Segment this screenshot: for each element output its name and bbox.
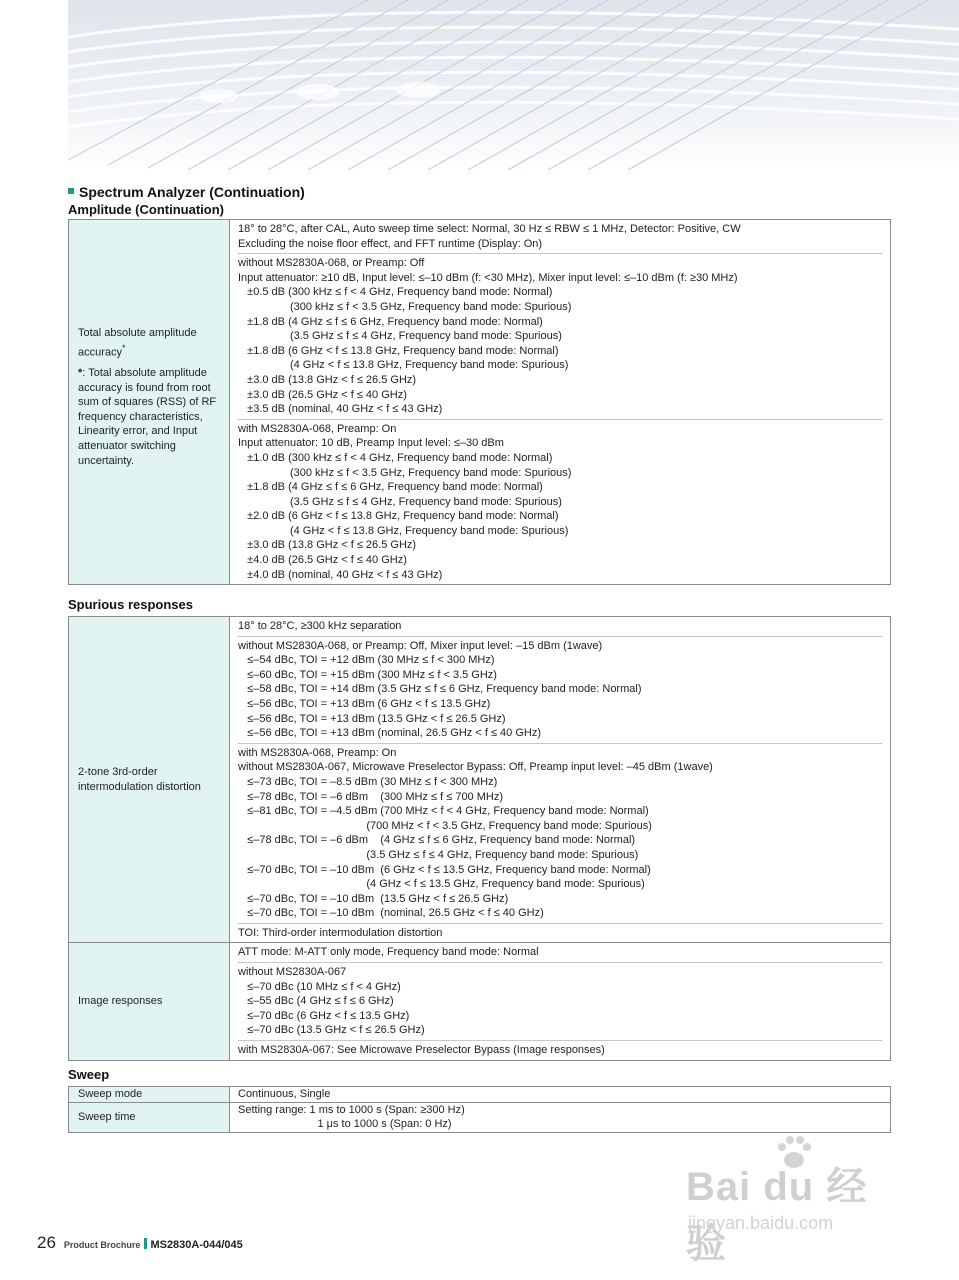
value-block: [238, 943, 882, 962]
value-line: without MS2830A-068, or Preamp: Off, Mixer input level: –15 dBm (1wave): [238, 639, 603, 652]
table-row: [69, 220, 891, 585]
value-line: ≤–56 dBc, TOI = +13 dBm (13.5 GHz < f ≤ 26.5 GHz): [238, 712, 506, 725]
brochure-label: Product Brochure: [63, 1240, 141, 1250]
sweep-title: Sweep: [68, 1067, 110, 1082]
value-block: [238, 636, 882, 743]
value-line: ≤–70 dBc, TOI = –10 dBm (13.5 GHz < f ≤ 26.5 GHz): [238, 892, 509, 905]
value-block: [238, 962, 882, 1040]
spurious-title: Spurious responses: [68, 597, 193, 612]
amplitude-label: Total absolute amplitude accuracy: [78, 327, 197, 359]
value-line: (300 kHz ≤ f < 3.5 GHz, Frequency band mode: Spurious): [238, 300, 572, 313]
value-line: (3.5 GHz ≤ f ≤ 4 GHz, Frequency band mode: Spurious): [238, 330, 562, 343]
model-name: MS2830A-044/045: [150, 1239, 243, 1251]
value-line: ±3.0 dB (26.5 GHz < f ≤ 40 GHz): [238, 388, 407, 401]
table-row: [69, 617, 891, 943]
value-line: ATT mode: M-ATT only mode, Frequency band mode: Normal: [238, 946, 539, 959]
value-line: ≤–55 dBc (4 GHz ≤ f ≤ 6 GHz): [238, 995, 394, 1008]
footer-bar-icon: [144, 1238, 147, 1249]
value-line: ±1.8 dB (4 GHz ≤ f ≤ 6 GHz, Frequency band mode: Normal): [238, 315, 543, 328]
value-line: Input attenuator: 10 dB, Preamp Input level: ≤–30 dBm: [238, 437, 504, 450]
value-line: ≤–70 dBc (10 MHz ≤ f < 4 GHz): [238, 980, 401, 993]
value-line: ±3.0 dB (13.8 GHz < f ≤ 26.5 GHz): [238, 539, 417, 552]
row-label: Sweep time: [69, 1102, 230, 1132]
value-line: with MS2830A-067: See Microwave Preselector Bypass (Image responses): [238, 1044, 605, 1057]
value-line: Input attenuator: ≥10 dB, Input level: ≤–10 dBm (f: <30 MHz), Mixer input level: ≤–10 dBm (f: ≥30 MHz): [238, 271, 738, 284]
value-line: ≤–70 dBc, TOI = –10 dBm (6 GHz < f ≤ 13.5 GHz, Frequency band mode: Normal): [238, 863, 651, 876]
value-line: ±1.0 dB (300 kHz ≤ f < 4 GHz, Frequency band mode: Normal): [238, 451, 553, 464]
amplitude-footnote: : Total absolute amplitude accuracy is found from root sum of squares (RSS) of RF frequency characteristics, Linearity error, and Input attenuator switching uncertainty.: [78, 366, 217, 467]
value-block: [238, 220, 882, 253]
value-block: [238, 1040, 882, 1060]
table-row: [69, 1087, 891, 1103]
value-block: [238, 617, 882, 636]
value-line: TOI: Third-order intermodulation distortion: [238, 926, 443, 939]
sweep-table: [68, 1086, 891, 1133]
value-line: with MS2830A-068, Preamp: On: [238, 422, 397, 435]
value-line: ≤–70 dBc (13.5 GHz < f ≤ 26.5 GHz): [238, 1024, 425, 1037]
row-label: Sweep mode: [69, 1087, 230, 1103]
row-label: Total absolute amplitude accuracy* *: Total absolute amplitude accuracy is found from root sum of squares (RSS) of RF frequency characteristics, Linearity error, and Input attenuator switching uncertainty.: [69, 220, 230, 585]
watermark-logo-text: Bai du 经验: [686, 1165, 868, 1266]
value-line: ±4.0 dB (26.5 GHz < f ≤ 40 GHz): [238, 554, 407, 567]
value-line: ±4.0 dB (nominal, 40 GHz < f ≤ 43 GHz): [238, 568, 443, 581]
value-line: ±1.8 dB (4 GHz ≤ f ≤ 6 GHz, Frequency band mode: Normal): [238, 481, 543, 494]
page-number: 26: [37, 1233, 56, 1252]
value-line: ≤–81 dBc, TOI = –4.5 dBm (700 MHz < f < 4 GHz, Frequency band mode: Normal): [238, 805, 649, 818]
row-label: Image responses: [69, 943, 230, 1060]
value-line: (3.5 GHz ≤ f ≤ 4 GHz, Frequency band mode: Spurious): [238, 848, 639, 861]
value-line: ±3.5 dB (nominal, 40 GHz < f ≤ 43 GHz): [238, 403, 443, 416]
value-line: (4 GHz < f ≤ 13.8 GHz, Frequency band mode: Spurious): [238, 524, 569, 537]
value-block: [238, 923, 882, 943]
value-line: ≤–56 dBc, TOI = +13 dBm (nominal, 26.5 GHz < f ≤ 40 GHz): [238, 727, 541, 740]
value-line: ≤–56 dBc, TOI = +13 dBm (6 GHz < f ≤ 13.5 GHz): [238, 697, 491, 710]
row-values: [230, 617, 891, 943]
value-line: 18° to 28°C, ≥300 kHz separation: [238, 620, 402, 632]
row-values: [230, 943, 891, 1060]
value-line: (4 GHz < f ≤ 13.8 GHz, Frequency band mode: Spurious): [238, 359, 569, 372]
amplitude-table: [68, 219, 891, 585]
row-values: [230, 1102, 891, 1132]
value-line: ≤–70 dBc (6 GHz < f ≤ 13.5 GHz): [238, 1009, 410, 1022]
value-line: (300 kHz ≤ f < 3.5 GHz, Frequency band mode: Spurious): [238, 466, 572, 479]
table-row: [69, 1102, 891, 1132]
value-line: Setting range: 1 ms to 1000 s (Span: ≥300 Hz): [238, 1103, 465, 1116]
section-bullet-icon: [68, 188, 74, 194]
value-block: [238, 419, 882, 585]
watermark-url: jingyan.baidu.com: [688, 1213, 834, 1233]
value-line: (3.5 GHz ≤ f ≤ 4 GHz, Frequency band mode: Spurious): [238, 495, 562, 508]
value-line: ≤–78 dBc, TOI = –6 dBm (300 MHz ≤ f ≤ 700 MHz): [238, 790, 503, 803]
table-row: [69, 943, 891, 1060]
header-wave-band: [68, 0, 959, 172]
value-line: 1 μs to 1000 s (Span: 0 Hz): [238, 1118, 452, 1131]
value-line: ±3.0 dB (13.8 GHz < f ≤ 26.5 GHz): [238, 373, 417, 386]
row-values: [230, 1087, 891, 1103]
value-block: [238, 253, 882, 419]
section-title: Spectrum Analyzer (Continuation): [68, 184, 305, 200]
value-line: (4 GHz < f ≤ 13.5 GHz, Frequency band mode: Spurious): [238, 878, 645, 891]
value-line: (700 MHz < f < 3.5 GHz, Frequency band mode: Spurious): [238, 819, 652, 832]
page-footer: [37, 1233, 243, 1253]
wave-lines-graphic: [68, 0, 959, 172]
value-line: with MS2830A-068, Preamp: On: [238, 746, 397, 759]
amplitude-title: Amplitude (Continuation): [68, 202, 224, 217]
value-line: ≤–78 dBc, TOI = –6 dBm (4 GHz ≤ f ≤ 6 GHz, Frequency band mode: Normal): [238, 834, 636, 847]
value-line: ≤–60 dBc, TOI = +15 dBm (300 MHz ≤ f < 3.5 GHz): [238, 668, 497, 681]
value-line: ±0.5 dB (300 kHz ≤ f < 4 GHz, Frequency band mode: Normal): [238, 286, 553, 299]
value-line: Continuous, Single: [238, 1088, 331, 1100]
value-line: ≤–58 dBc, TOI = +14 dBm (3.5 GHz ≤ f ≤ 6 GHz, Frequency band mode: Normal): [238, 683, 642, 696]
value-line: ±1.8 dB (6 GHz < f ≤ 13.8 GHz, Frequency band mode: Normal): [238, 344, 559, 357]
value-line: ±2.0 dB (6 GHz < f ≤ 13.8 GHz, Frequency band mode: Normal): [238, 510, 559, 523]
value-line: Excluding the noise floor effect, and FFT runtime (Display: On): [238, 237, 543, 250]
value-line: without MS2830A-067, Microwave Preselector Bypass: Off, Preamp input level: –45 dBm (1wave): [238, 761, 713, 774]
value-line: without MS2830A-068, or Preamp: Off: [238, 257, 425, 270]
spurious-table: [68, 616, 891, 1061]
value-line: 18° to 28°C, after CAL, Auto sweep time select: Normal, 30 Hz ≤ RBW ≤ 1 MHz, Detector: Positive, CW: [238, 223, 741, 235]
value-line: without MS2830A-067: [238, 966, 347, 979]
value-line: ≤–70 dBc, TOI = –10 dBm (nominal, 26.5 GHz < f ≤ 40 GHz): [238, 907, 544, 920]
value-line: ≤–54 dBc, TOI = +12 dBm (30 MHz ≤ f < 300 MHz): [238, 654, 495, 667]
amplitude-values: [230, 220, 891, 585]
row-label: 2-tone 3rd-order intermodulation distortion: [69, 617, 230, 943]
value-line: ≤–73 dBc, TOI = –8.5 dBm (30 MHz ≤ f < 300 MHz): [238, 775, 498, 788]
value-block: [238, 743, 882, 923]
baidu-watermark: [676, 1133, 906, 1266]
